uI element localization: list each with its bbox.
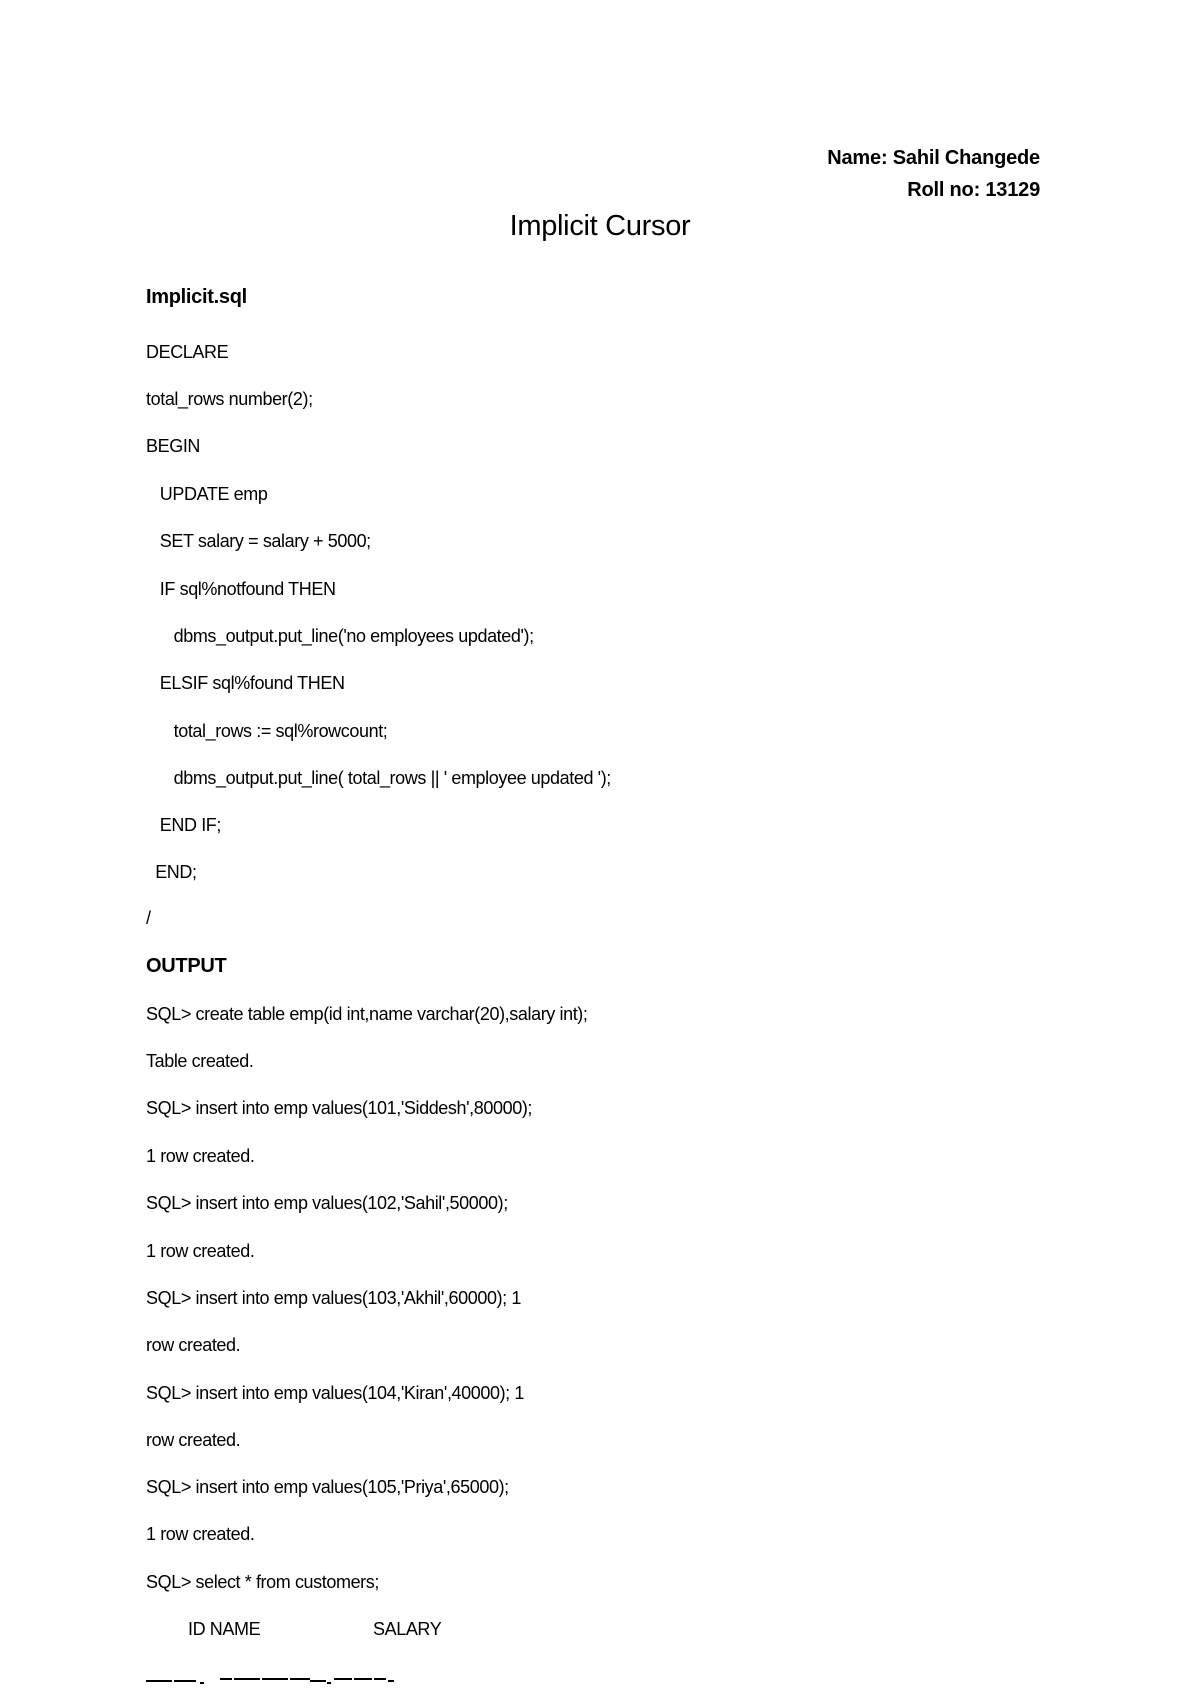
output-line: 1 row created. — [146, 1241, 255, 1261]
separator-dash — [374, 1678, 386, 1680]
separator-dash — [262, 1678, 288, 1680]
output-line: SQL> insert into emp values(101,'Siddesh',80000); — [146, 1098, 533, 1118]
column-header-salary: SALARY — [373, 1619, 442, 1639]
file-heading: Implicit.sql — [146, 286, 247, 308]
output-line: 1 row created. — [146, 1146, 255, 1166]
roll-number: Roll no: 13129 — [907, 179, 1040, 201]
code-line: IF sql%notfound THEN — [146, 579, 336, 599]
separator-dash — [327, 1682, 331, 1684]
code-line: UPDATE emp — [146, 484, 268, 504]
student-name: Name: Sahil Changede — [827, 147, 1040, 169]
code-line: BEGIN — [146, 436, 201, 456]
output-line: row created. — [146, 1335, 241, 1355]
page-title: Implicit Cursor — [509, 210, 691, 242]
separator-dash — [354, 1678, 372, 1680]
code-line: total_rows := sql%rowcount; — [146, 721, 388, 741]
code-line: dbms_output.put_line('no employees updated'); — [146, 626, 534, 646]
separator-dash — [200, 1682, 204, 1684]
separator-dash — [290, 1678, 310, 1680]
output-heading: OUTPUT — [146, 955, 227, 977]
output-line: SQL> insert into emp values(103,'Akhil',60000); 1 — [146, 1288, 521, 1308]
output-line: SQL> create table emp(id int,name varchar(20),salary int); — [146, 1004, 588, 1024]
code-line: END IF; — [146, 815, 222, 835]
separator-dash — [146, 1680, 172, 1682]
separator-dash — [234, 1678, 260, 1680]
code-line: total_rows number(2); — [146, 389, 313, 409]
output-line: SQL> insert into emp values(105,'Priya',65000); — [146, 1477, 509, 1497]
output-line: Table created. — [146, 1051, 254, 1071]
code-line: END; — [146, 862, 197, 882]
code-line: ELSIF sql%found THEN — [146, 673, 345, 693]
column-header-id-name: ID NAME — [188, 1619, 261, 1639]
output-line: row created. — [146, 1430, 241, 1450]
separator-dash — [388, 1680, 394, 1682]
separator-dash — [220, 1678, 232, 1680]
separator-dash — [310, 1680, 326, 1682]
output-line: SQL> insert into emp values(102,'Sahil',50000); — [146, 1193, 508, 1213]
code-line: DECLARE — [146, 342, 229, 362]
output-line: SQL> select * from customers; — [146, 1572, 379, 1592]
output-line: 1 row created. — [146, 1524, 255, 1544]
code-line: SET salary = salary + 5000; — [146, 531, 371, 551]
separator-dash — [174, 1680, 196, 1682]
output-line: SQL> insert into emp values(104,'Kiran',40000); 1 — [146, 1383, 524, 1403]
code-line: / — [146, 908, 151, 928]
code-line: dbms_output.put_line( total_rows || ' employee updated '); — [146, 768, 611, 788]
student-info — [827, 142, 1040, 206]
separator-dash — [334, 1678, 352, 1680]
